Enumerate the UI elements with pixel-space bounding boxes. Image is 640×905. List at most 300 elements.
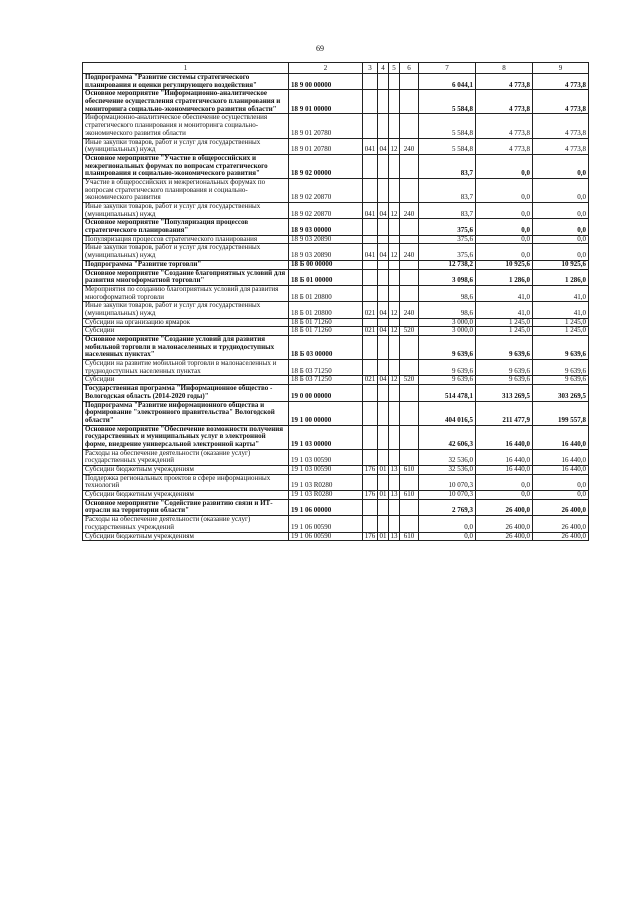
row-code: 18 9 01 20780 [289, 114, 363, 138]
row-value-year2: 0,0 [476, 203, 533, 219]
row-subsection: 13 [390, 465, 398, 473]
table-row [83, 203, 589, 219]
row-section [378, 336, 389, 360]
row-kvr [363, 499, 378, 515]
row-name: Субсидии на развитие мобильной торговли в малонаселенных и труднодоступных населенных пунктах [83, 360, 289, 376]
row-subsection [389, 74, 400, 90]
row-subsection [389, 260, 400, 269]
row-name: Расходы на обеспечение деятельности (оказание услуг) государственных учреждений [83, 449, 289, 465]
row-value-year2: 26 400,0 [476, 499, 533, 515]
row-expense-type [400, 269, 419, 285]
row-code: 18 Б 03 71250 [289, 360, 363, 376]
row-expense-type [400, 154, 419, 178]
row-kvr [363, 178, 378, 202]
row-expense-type [400, 219, 419, 235]
row-section: 04 [378, 302, 389, 318]
row-subsection: 12 [389, 203, 400, 219]
row-name: Иные закупки товаров, работ и услуг для государственных (муниципальных) нужд [83, 244, 289, 260]
row-section [378, 474, 389, 490]
row-value-year3: 4 773,8 [533, 90, 589, 114]
row-expense-type [400, 385, 419, 401]
table-row [83, 449, 589, 465]
row-value-year1: 83,7 [419, 178, 476, 202]
row-value-year3: 0,0 [533, 154, 589, 178]
row-section: 01 [379, 490, 387, 499]
row-section [378, 260, 389, 269]
row-name: Подпрограмма "Развитие информационного общества и формирование "электронного правительства" Вологодской области" [83, 401, 289, 425]
row-section [378, 449, 389, 465]
row-expense-type: 240 [400, 244, 419, 260]
row-value-year1: 12 738,2 [419, 260, 476, 269]
row-section: 04 [379, 375, 387, 384]
table-row [83, 138, 589, 154]
row-kvr [363, 114, 378, 138]
table-row [83, 327, 589, 336]
row-section [378, 114, 389, 138]
row-value-year2: 0,0 [476, 154, 533, 178]
row-value-year3: 0,0 [533, 491, 589, 500]
row-value-year3: 1 245,0 [533, 327, 589, 336]
row-value-year2: 26 400,0 [476, 532, 533, 541]
row-expense-type [400, 74, 419, 90]
row-name: Иные закупки товаров, работ и услуг для государственных (муниципальных) нужд [83, 203, 289, 219]
row-value-year2: 16 440,0 [476, 466, 533, 475]
row-value-year3: 0,0 [533, 474, 589, 490]
row-expense-type: 240 [400, 203, 419, 219]
row-subsection [389, 336, 400, 360]
row-value-year3: 41,0 [533, 285, 589, 301]
row-subsection: 12 [389, 302, 400, 318]
row-expense-type: 610 [400, 466, 419, 475]
table-row [83, 154, 589, 178]
table-row [83, 491, 589, 500]
row-kvr: 041 [363, 203, 378, 219]
table-row [83, 499, 589, 515]
row-value-year2: 16 440,0 [476, 425, 533, 449]
row-code: 18 9 03 20890 [289, 235, 363, 244]
row-kvr [363, 90, 378, 114]
row-code: 18 9 03 20890 [289, 244, 363, 260]
row-value-year3: 4 773,8 [533, 114, 589, 138]
column-header: 5 [389, 63, 400, 74]
table-row [83, 285, 589, 301]
row-section [378, 401, 389, 425]
row-name: Субсидии бюджетным учреждениям [83, 532, 289, 541]
row-value-year1: 514 478,1 [419, 385, 476, 401]
row-subsection [389, 318, 400, 327]
table-row [83, 474, 589, 490]
row-value-year3: 16 440,0 [533, 466, 589, 475]
row-section: 04 [378, 244, 389, 260]
row-value-year1: 32 536,0 [419, 466, 476, 475]
row-value-year3: 16 440,0 [533, 425, 589, 449]
row-value-year3: 4 773,8 [533, 74, 589, 90]
table-row [83, 219, 589, 235]
row-code: 18 Б 01 20800 [289, 285, 363, 301]
row-section [378, 269, 389, 285]
row-value-year1: 2 769,3 [419, 499, 476, 515]
row-subsection [389, 219, 400, 235]
row-value-year1: 375,6 [419, 235, 476, 244]
row-name: Основное мероприятие "Содействие развитию связи и ИТ-отрасли на территории области" [83, 499, 289, 515]
row-subsection: 12 [389, 138, 400, 154]
row-section [378, 385, 389, 401]
row-kvr [363, 385, 378, 401]
row-name: Подпрограмма "Развитие торговли" [83, 260, 289, 269]
row-kvr: 021 [363, 376, 378, 385]
table-row [83, 425, 589, 449]
row-code: 19 1 03 00590 [289, 466, 363, 475]
row-expense-type [400, 474, 419, 490]
row-expense-type [400, 360, 419, 376]
row-name: Иные закупки товаров, работ и услуг для государственных (муниципальных) нужд [83, 302, 289, 318]
column-header: 4 [378, 63, 389, 74]
column-header: 1 [83, 63, 289, 74]
table-row [83, 532, 589, 541]
row-kvr: 041 [363, 138, 378, 154]
row-section [378, 285, 389, 301]
row-value-year1: 10 070,3 [419, 491, 476, 500]
row-expense-type [400, 449, 419, 465]
row-value-year1: 6 044,1 [419, 74, 476, 90]
row-value-year1: 10 070,3 [419, 474, 476, 490]
row-value-year2: 10 925,6 [476, 260, 533, 269]
row-section [378, 154, 389, 178]
column-header-row [83, 63, 589, 74]
row-value-year1: 3 000,0 [419, 318, 476, 327]
row-name: Субсидии бюджетным учреждениям [83, 491, 289, 500]
row-value-year2: 9 639,6 [476, 336, 533, 360]
table-row [83, 90, 589, 114]
table-row [83, 336, 589, 360]
row-name: Субсидии на организацию ярмарок [83, 318, 289, 327]
row-value-year1: 0,0 [419, 532, 476, 541]
row-section [378, 74, 389, 90]
row-name: Подпрограмма "Развитие системы стратегического планирования и оценки регулирующего воздействия" [83, 74, 289, 90]
row-kvr [363, 360, 378, 376]
table-body [83, 74, 589, 541]
row-expense-type [400, 516, 419, 532]
row-name: Участие в общероссийских и межрегиональных форумах по вопросам стратегического планирования и социально-экономического развития [83, 178, 289, 202]
row-kvr: 021 [363, 327, 378, 336]
row-value-year1: 0,0 [419, 516, 476, 532]
row-subsection [389, 90, 400, 114]
row-expense-type [400, 318, 419, 327]
row-name: Информационно-аналитическое обеспечение осуществления стратегического планирования и мониторинга социально-экономического развития области [83, 114, 289, 138]
row-name: Государственная программа "Информационное общество - Вологодская область (2014-2020 годы)" [83, 385, 289, 401]
column-header: 3 [363, 63, 378, 74]
table-row [83, 114, 589, 138]
column-header: 2 [289, 63, 363, 74]
row-kvr [363, 474, 378, 490]
row-expense-type [400, 90, 419, 114]
row-value-year1: 32 536,0 [419, 449, 476, 465]
row-value-year1: 83,7 [419, 203, 476, 219]
row-code: 19 1 06 00590 [289, 532, 363, 541]
row-code: 19 1 06 00590 [289, 516, 363, 532]
row-value-year2: 9 639,6 [476, 376, 533, 385]
row-name: Расходы на обеспечение деятельности (оказание услуг) государственных учреждений [83, 516, 289, 532]
row-kvr [363, 235, 378, 244]
row-value-year1: 375,6 [419, 219, 476, 235]
row-value-year3: 9 639,6 [533, 336, 589, 360]
row-kvr [363, 219, 378, 235]
row-code: 18 Б 01 00000 [289, 269, 363, 285]
row-code: 18 Б 01 71260 [289, 327, 363, 336]
row-name: Иные закупки товаров, работ и услуг для государственных (муниципальных) нужд [83, 138, 289, 154]
row-code: 19 1 00 00000 [289, 401, 363, 425]
row-expense-type [400, 178, 419, 202]
row-expense-type [400, 114, 419, 138]
row-code: 19 0 00 00000 [289, 385, 363, 401]
row-code: 18 9 02 20870 [289, 203, 363, 219]
row-value-year1: 375,6 [419, 244, 476, 260]
row-value-year3: 9 639,6 [533, 376, 589, 385]
row-kvr [363, 154, 378, 178]
row-value-year2: 0,0 [476, 219, 533, 235]
row-value-year1: 98,6 [419, 285, 476, 301]
column-header: 8 [476, 63, 533, 74]
row-value-year3: 0,0 [533, 178, 589, 202]
row-value-year2: 313 269,5 [476, 385, 533, 401]
row-value-year3: 4 773,8 [533, 138, 589, 154]
row-code: 18 Б 01 71260 [289, 318, 363, 327]
row-kvr [363, 425, 378, 449]
row-value-year2: 0,0 [476, 474, 533, 490]
row-value-year3: 26 400,0 [533, 532, 589, 541]
row-value-year1: 3 098,6 [419, 269, 476, 285]
row-subsection [389, 269, 400, 285]
row-subsection: 13 [390, 490, 398, 499]
row-kvr: 041 [363, 244, 378, 260]
row-subsection [389, 474, 400, 490]
row-code: 18 Б 03 00000 [289, 336, 363, 360]
row-kvr [363, 269, 378, 285]
row-subsection [389, 499, 400, 515]
row-expense-type: 240 [400, 302, 419, 318]
row-section: 01 [379, 465, 387, 473]
table-row [83, 260, 589, 269]
row-value-year1: 9 639,6 [419, 376, 476, 385]
row-subsection [389, 449, 400, 465]
table-row [83, 178, 589, 202]
row-name: Субсидии [83, 327, 289, 336]
column-header: 6 [400, 63, 419, 74]
row-expense-type: 610 [400, 491, 419, 500]
table-row [83, 360, 589, 376]
row-code: 19 1 03 00590 [289, 449, 363, 465]
row-expense-type: 240 [400, 138, 419, 154]
row-value-year3: 199 557,8 [533, 401, 589, 425]
row-expense-type: 520 [400, 376, 419, 385]
row-kvr [363, 336, 378, 360]
row-code: 18 9 00 00000 [289, 74, 363, 90]
row-code: 19 1 03 R0280 [289, 491, 363, 500]
row-value-year2: 41,0 [476, 285, 533, 301]
row-value-year1: 83,7 [419, 154, 476, 178]
row-subsection [389, 401, 400, 425]
row-value-year2: 0,0 [476, 491, 533, 500]
row-code: 18 9 02 20870 [289, 178, 363, 202]
row-name: Субсидии бюджетным учреждениям [83, 466, 289, 475]
row-subsection [389, 114, 400, 138]
row-expense-type [400, 235, 419, 244]
row-code: 19 1 03 00000 [289, 425, 363, 449]
row-name: Основное мероприятие "Обеспечение возможности получения государственных и муниципальных услуг в электронной форме, внедрение универсальной электронной карты" [83, 425, 289, 449]
row-subsection: 13 [390, 532, 398, 540]
table-row [83, 376, 589, 385]
row-value-year1: 5 584,8 [419, 138, 476, 154]
row-value-year1: 5 584,8 [419, 114, 476, 138]
row-expense-type: 610 [400, 532, 419, 541]
row-value-year1: 5 584,8 [419, 90, 476, 114]
table-row [83, 269, 589, 285]
row-subsection [389, 516, 400, 532]
row-value-year2: 1 286,0 [476, 269, 533, 285]
row-value-year2: 0,0 [476, 178, 533, 202]
row-value-year2: 9 639,6 [476, 360, 533, 376]
row-value-year1: 9 639,6 [419, 360, 476, 376]
row-value-year3: 0,0 [533, 203, 589, 219]
table-row [83, 74, 589, 90]
row-kvr: 176 [363, 466, 378, 475]
row-kvr [363, 449, 378, 465]
row-value-year2: 211 477,9 [476, 401, 533, 425]
row-subsection: 12 [390, 326, 398, 335]
row-code: 18 9 01 00000 [289, 90, 363, 114]
row-section [378, 516, 389, 532]
row-section: 04 [379, 326, 387, 335]
row-value-year1: 42 606,3 [419, 425, 476, 449]
row-value-year2: 0,0 [476, 235, 533, 244]
table-row [83, 516, 589, 532]
row-kvr [363, 401, 378, 425]
row-expense-type [400, 285, 419, 301]
row-value-year3: 10 925,6 [533, 260, 589, 269]
row-name: Основное мероприятие "Популяризация процессов стратегического планирования" [83, 219, 289, 235]
row-value-year3: 16 440,0 [533, 449, 589, 465]
row-section [378, 360, 389, 376]
row-value-year1: 404 016,5 [419, 401, 476, 425]
budget-table [82, 62, 589, 541]
table-row [83, 302, 589, 318]
row-value-year2: 4 773,8 [476, 74, 533, 90]
row-kvr: 021 [363, 302, 378, 318]
row-expense-type [400, 499, 419, 515]
row-value-year2: 4 773,8 [476, 90, 533, 114]
row-value-year2: 1 245,0 [476, 318, 533, 327]
row-value-year3: 26 400,0 [533, 499, 589, 515]
row-name: Поддержка региональных проектов в сфере информационных технологий [83, 474, 289, 490]
row-expense-type: 520 [400, 327, 419, 336]
row-value-year2: 41,0 [476, 302, 533, 318]
row-expense-type [400, 260, 419, 269]
row-code: 19 1 06 00000 [289, 499, 363, 515]
row-section [378, 219, 389, 235]
row-subsection: 12 [390, 375, 398, 384]
row-name: Основное мероприятие "Создание условий для развития мобильной торговли в малонаселенных и труднодоступных населенных пунктах" [83, 336, 289, 360]
row-code: 19 1 03 R0280 [289, 474, 363, 490]
row-subsection: 12 [389, 244, 400, 260]
column-header: 9 [533, 63, 589, 74]
row-name: Основное мероприятие "Информационно-аналитическое обеспечение осуществления стратегического планирования и мониторинга социально-экономического развития области" [83, 90, 289, 114]
table-row [83, 235, 589, 244]
row-value-year3: 41,0 [533, 302, 589, 318]
row-value-year3: 0,0 [533, 235, 589, 244]
row-subsection [389, 385, 400, 401]
row-value-year3: 1 245,0 [533, 318, 589, 327]
table-row [83, 385, 589, 401]
table-row [83, 401, 589, 425]
row-value-year3: 1 286,0 [533, 269, 589, 285]
row-value-year2: 1 245,0 [476, 327, 533, 336]
row-value-year3: 303 269,5 [533, 385, 589, 401]
row-subsection [389, 360, 400, 376]
row-value-year3: 26 400,0 [533, 516, 589, 532]
row-section [378, 318, 389, 327]
row-section [378, 178, 389, 202]
row-value-year1: 9 639,6 [419, 336, 476, 360]
page-number: 69 [316, 44, 324, 53]
row-value-year2: 4 773,8 [476, 138, 533, 154]
row-code: 18 Б 01 20800 [289, 302, 363, 318]
row-code: 18 Б 03 71250 [289, 376, 363, 385]
row-subsection [389, 178, 400, 202]
table-row [83, 318, 589, 327]
row-value-year3: 0,0 [533, 244, 589, 260]
row-expense-type [400, 336, 419, 360]
row-subsection [389, 235, 400, 244]
row-name: Мероприятия по созданию благоприятных условий для развития многоформатной торговли [83, 285, 289, 301]
row-expense-type [400, 401, 419, 425]
row-code: 18 9 02 00000 [289, 154, 363, 178]
row-code: 18 Б 00 00000 [289, 260, 363, 269]
row-name: Основное мероприятие "Создание благоприятных условий для развития многоформатной торговли" [83, 269, 289, 285]
row-kvr [363, 74, 378, 90]
row-value-year3: 0,0 [533, 219, 589, 235]
row-name: Субсидии [83, 376, 289, 385]
row-kvr [363, 260, 378, 269]
row-expense-type [400, 425, 419, 449]
row-subsection [389, 285, 400, 301]
row-code: 18 9 01 20780 [289, 138, 363, 154]
row-kvr [363, 318, 378, 327]
row-section [378, 425, 389, 449]
row-value-year1: 98,6 [419, 302, 476, 318]
row-value-year2: 0,0 [476, 244, 533, 260]
row-subsection [389, 154, 400, 178]
row-section [378, 90, 389, 114]
row-code: 18 9 03 00000 [289, 219, 363, 235]
row-section [378, 235, 389, 244]
row-section: 04 [378, 138, 389, 154]
row-name: Основное мероприятие "Участие в общероссийских и межрегиональных форумах по вопросам стратегического планирования и социально-экономического развития" [83, 154, 289, 178]
row-value-year3: 9 639,6 [533, 360, 589, 376]
row-kvr: 176 [363, 491, 378, 500]
row-kvr: 176 [363, 532, 378, 541]
column-header: 7 [419, 63, 476, 74]
table-row [83, 244, 589, 260]
row-name: Популяризация процессов стратегического планирования [83, 235, 289, 244]
row-kvr [363, 516, 378, 532]
row-kvr [363, 285, 378, 301]
row-section [378, 499, 389, 515]
row-value-year2: 16 440,0 [476, 449, 533, 465]
row-value-year2: 4 773,8 [476, 114, 533, 138]
row-section: 01 [379, 532, 387, 540]
row-subsection [389, 425, 400, 449]
row-value-year2: 26 400,0 [476, 516, 533, 532]
